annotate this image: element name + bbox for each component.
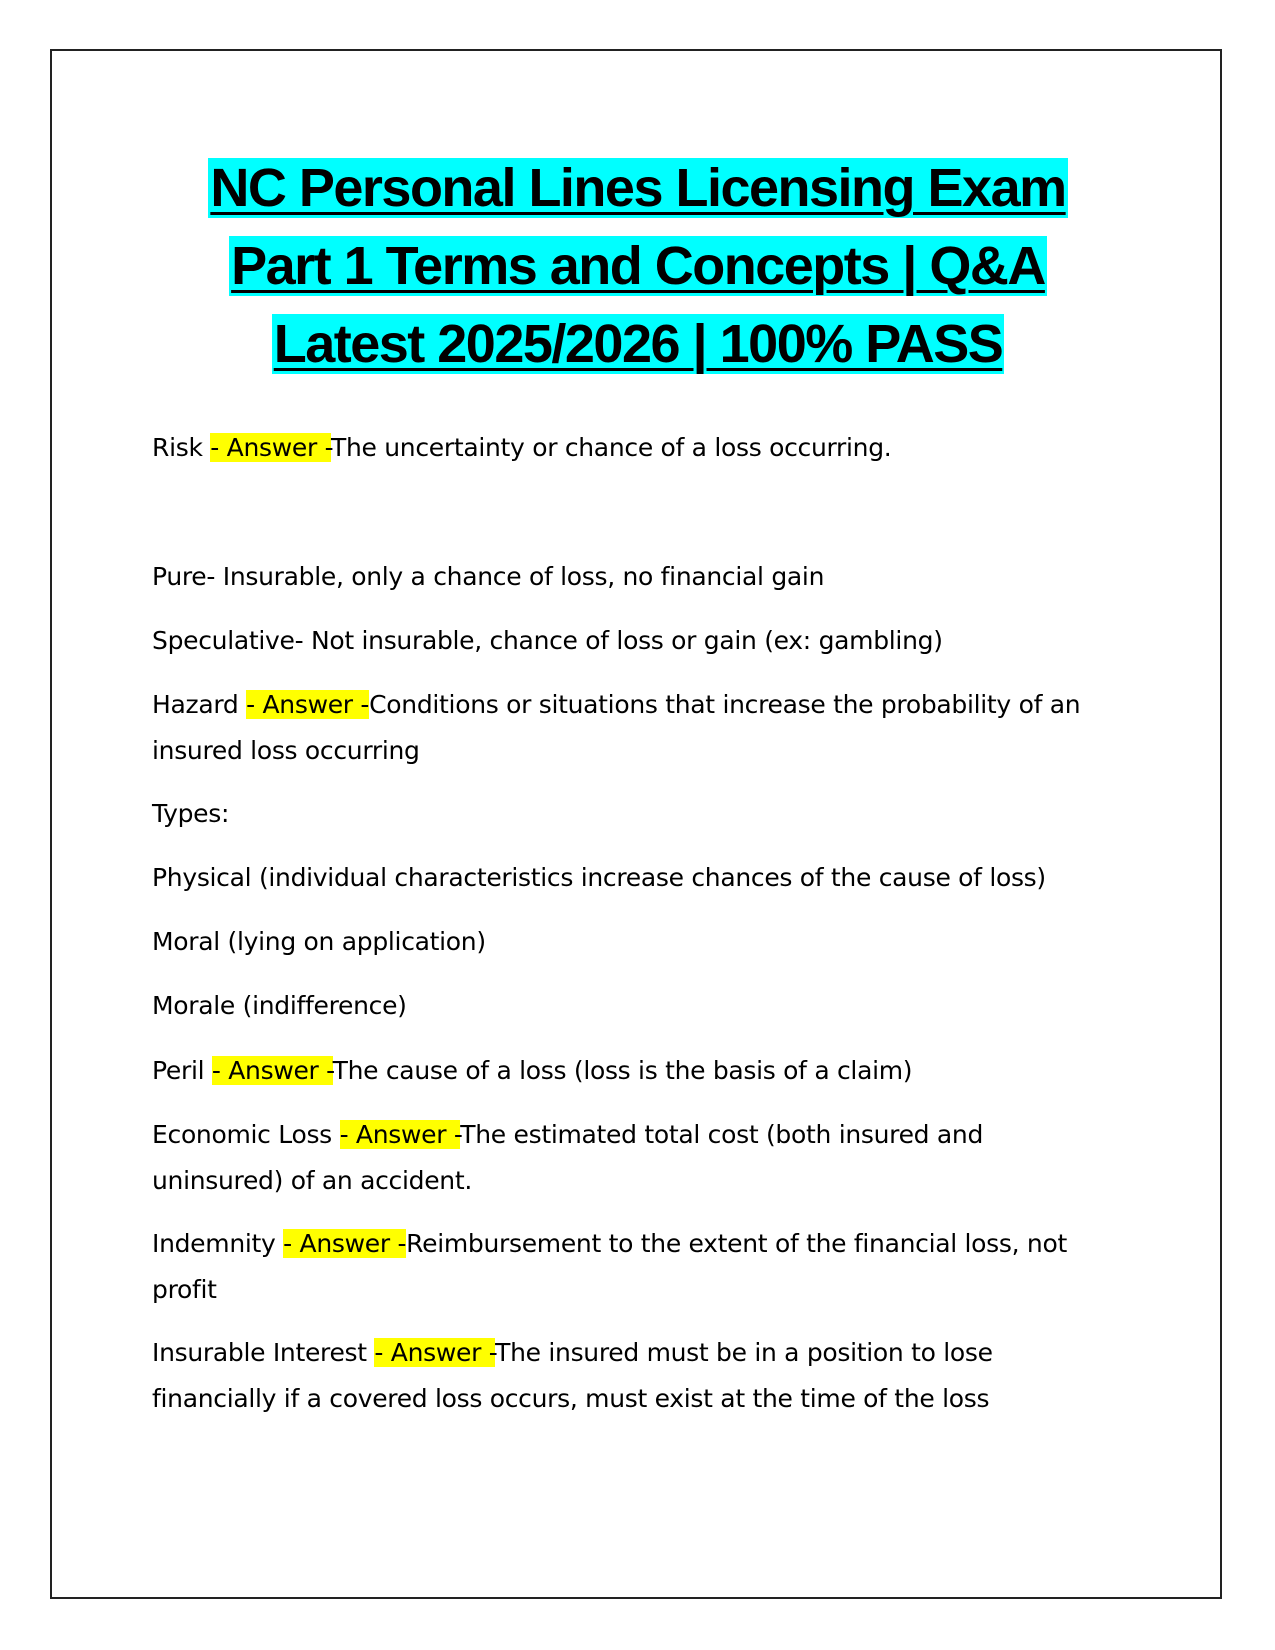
definition: The insured must be in a position to lose financially if a covered loss occurs, must exist at the time of the loss — [152, 1338, 993, 1413]
term: Risk — [152, 433, 211, 462]
qa-entry-risk — [152, 425, 1112, 471]
term: Insurable Interest — [152, 1338, 375, 1367]
term: Hazard — [152, 690, 247, 719]
qa-entry-peril — [152, 1048, 1112, 1094]
qa-entry-hazard — [152, 682, 1112, 774]
term: Indemnity — [152, 1229, 284, 1258]
answer-marker: - Answer - — [283, 1229, 407, 1258]
answer-marker: - Answer - — [246, 690, 370, 719]
definition: The uncertainty or chance of a loss occurring. — [331, 433, 892, 462]
note-moral-hazard: Moral (lying on application) — [152, 927, 486, 956]
answer-marker: - Answer - — [211, 1056, 333, 1085]
qa-entry-insurable-interest — [152, 1330, 1112, 1422]
title-line-1: NC Personal Lines Licensing Exam — [210, 158, 1066, 218]
note-speculative-risk: Speculative- Not insurable, chance of loss or gain (ex: gambling) — [152, 626, 943, 655]
title-line-2: Part 1 Terms and Concepts | Q&A — [231, 236, 1045, 296]
note-pure-risk: Pure- Insurable, only a chance of loss, no financial gain — [152, 562, 825, 591]
definition: The estimated total cost (both insured and uninsured) of an accident. — [152, 1120, 984, 1195]
definition: Conditions or situations that increase the probability of an insured loss occurring — [152, 690, 1081, 765]
note-morale-hazard: Morale (indifference) — [152, 991, 407, 1020]
page-frame — [50, 49, 1222, 1599]
definition: Reimbursement to the extent of the financial loss, not profit — [152, 1229, 1067, 1304]
answer-marker: - Answer - — [339, 1120, 461, 1149]
qa-entry-economic-loss — [152, 1112, 1112, 1204]
note-physical-hazard: Physical (individual characteristics increase chances of the cause of loss) — [152, 863, 1046, 892]
answer-marker: - Answer - — [374, 1338, 496, 1367]
note-types: Types: — [152, 799, 230, 828]
document-title — [52, 149, 1224, 383]
term: Peril — [152, 1056, 212, 1085]
qa-entry-indemnity — [152, 1221, 1112, 1313]
definition: The cause of a loss (loss is the basis of a claim) — [332, 1056, 913, 1085]
title-line-3: Latest 2025/2026 | 100% PASS — [273, 314, 1003, 374]
term: Economic Loss — [152, 1120, 340, 1149]
answer-marker: - Answer - — [210, 433, 331, 462]
